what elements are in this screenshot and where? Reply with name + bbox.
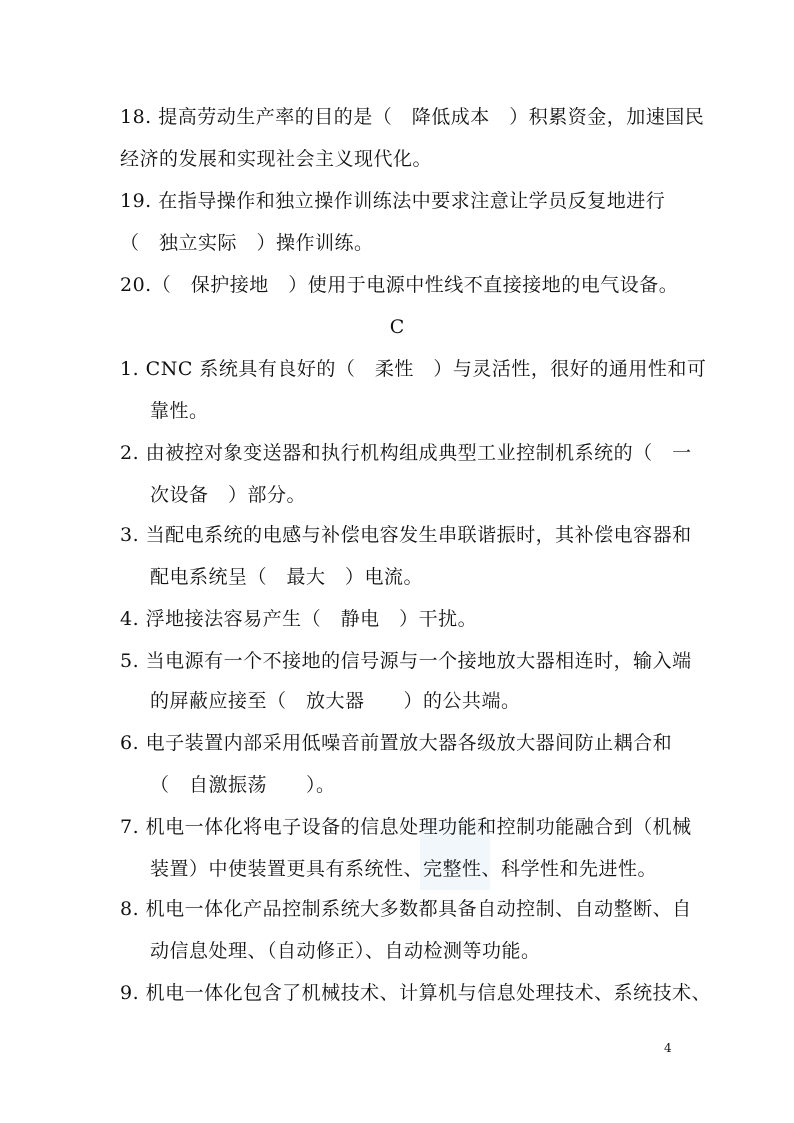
c-question-7-line-1: 7. 机电一体化将电子设备的信息处理功能和控制功能融合到（机械: [120, 816, 692, 838]
page-number: 4: [664, 1041, 672, 1055]
c-question-3-line-1: 3. 当配电系统的电感与补偿电容发生串联谐振时，其补偿电容器和: [120, 524, 692, 546]
c-question-5-line-2: 的屏蔽应接至（ 放大器 ）的公共端。: [150, 690, 521, 712]
c-question-2-line-2: 次设备 ）部分。: [150, 484, 307, 506]
c-question-5-line-1: 5. 当电源有一个不接地的信号源与一个接地放大器相连时，输入端: [120, 650, 692, 672]
c-question-2-line-1: 2. 由被控对象变送器和执行机构组成典型工业控制机系统的（ 一: [120, 442, 692, 464]
section-heading: C: [389, 316, 405, 338]
c-question-1-line-1: 1. CNC 系统具有良好的（ 柔性 ）与灵活性，很好的通用性和可: [120, 358, 707, 380]
c-question-3-line-2: 配电系统呈（ 最大 ）电流。: [150, 566, 424, 588]
question-19-line-2: （ 独立实际 ）操作训练。: [120, 232, 374, 254]
c-question-6-line-1: 6. 电子装置内部采用低噪音前置放大器各级放大器间防止耦合和: [120, 732, 673, 754]
c-question-4-line-1: 4. 浮地接法容易产生（ 静电 ）干扰。: [120, 608, 478, 630]
question-20-line-1: 20.（ 保护接地 ）使用于电源中性线不直接接地的电气设备。: [120, 274, 679, 296]
question-18-line-1: 18. 提高劳动生产率的目的是（ 降低成本 ）积累资金，加速国民: [120, 106, 705, 128]
c-question-7-line-2: 装置）中使装置更具有系统性、完整性、科学性和先进性。: [150, 858, 658, 880]
c-question-6-line-2: （ 自激振荡 ）。: [150, 774, 336, 796]
c-question-9-line-1: 9. 机电一体化包含了机械技术、计算机与信息处理技术、系统技术、: [120, 982, 712, 1004]
c-question-1-line-2: 靠性。: [150, 400, 209, 422]
question-19-line-1: 19. 在指导操作和独立操作训练法中要求注意让学员反复地进行: [120, 190, 666, 212]
c-question-8-line-2: 动信息处理、（自动修正）、自动检测等功能。: [150, 940, 541, 962]
c-question-8-line-1: 8. 机电一体化产品控制系统大多数都具备自动控制、自动整断、自: [120, 898, 692, 920]
question-18-line-2: 经济的发展和实现社会主义现代化。: [120, 148, 433, 170]
